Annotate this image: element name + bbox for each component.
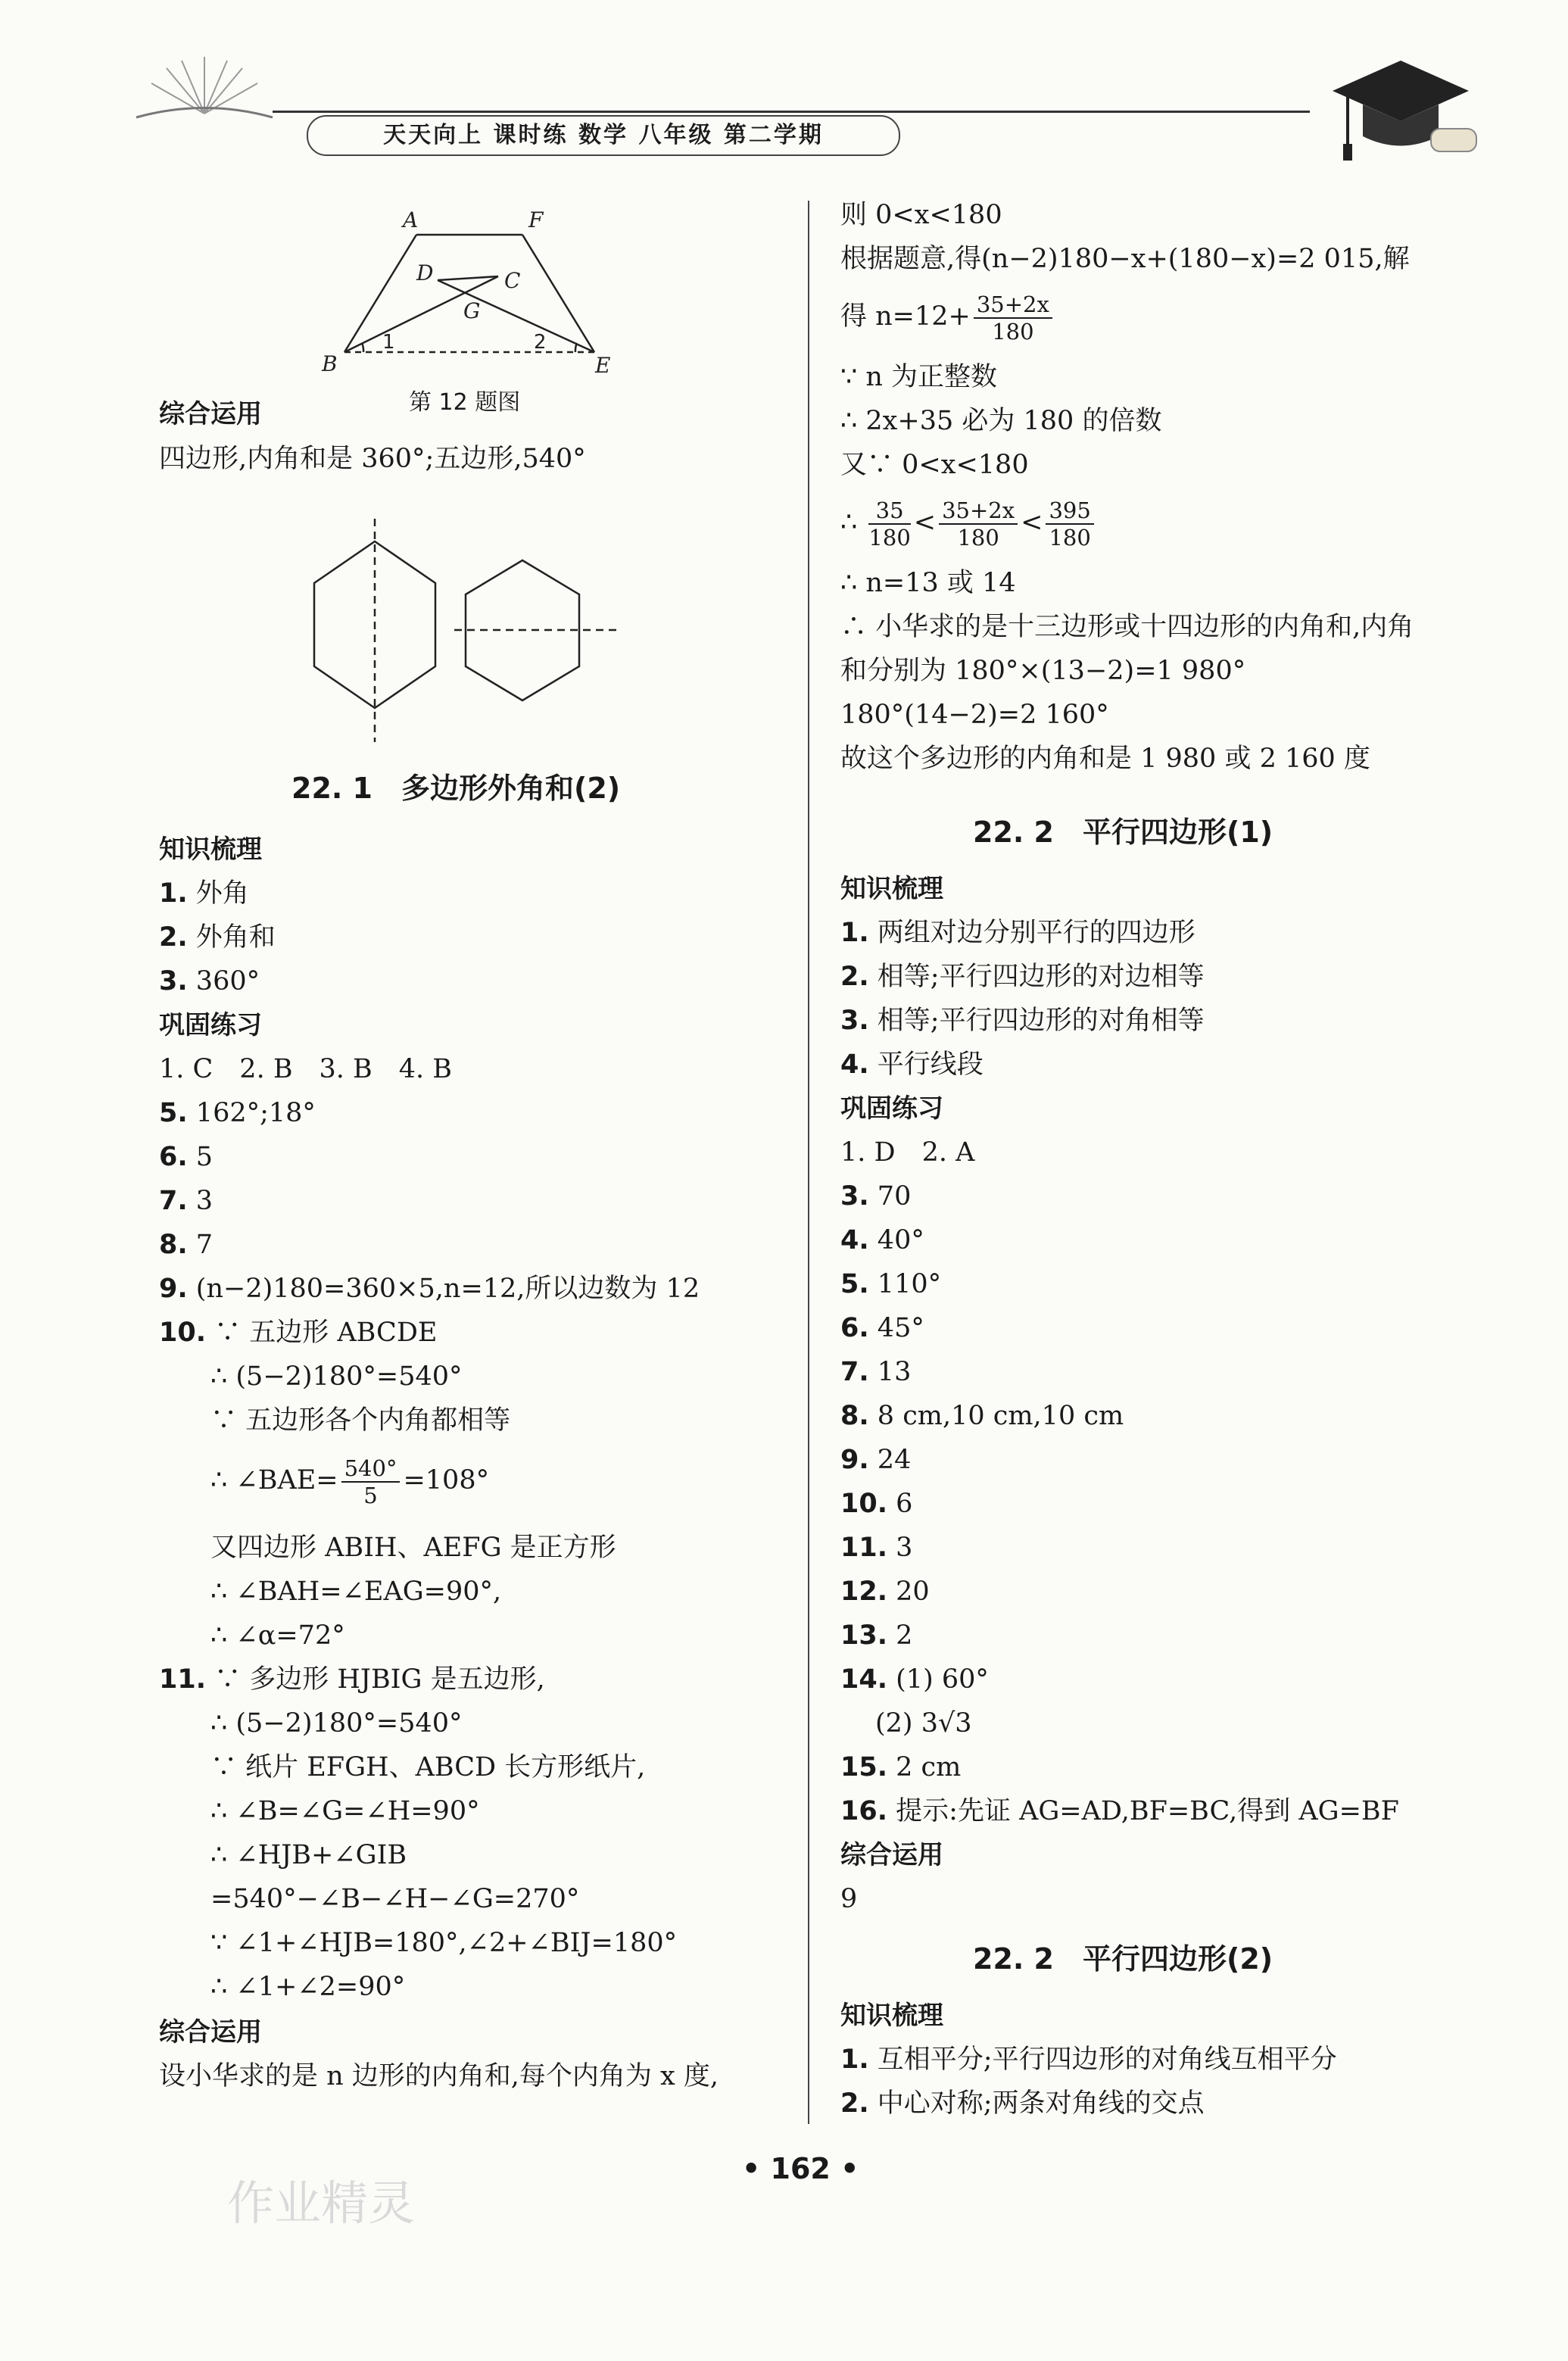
c1-item: 1. 互相平分;平行四边形的对角线互相平分 [840,2044,1337,2075]
g10-step-f: ∴ ∠BAH=∠EAG=90°, [210,1577,502,1607]
g5-item: 5. 162°;18° [159,1098,316,1128]
g11-step-b: ∴ (5−2)180°=540° [210,1708,463,1739]
figure-12-caption: 第 12 题图 [409,389,521,416]
r6-line: 又∵ 0<x<180 [840,450,1029,480]
b16-item: 16. 提示:先证 AG=AD,BF=BC,得到 AG=BF [840,1796,1399,1826]
fraction-540-5: $\frac{540^\circ}{5}$ [341,1455,401,1508]
zonghe-2-text: 设小华求的是 n 边形的内角和,每个内角为 x 度, [159,2061,719,2091]
heading-zonghe-3: 综合运用 [840,1840,943,1870]
g7-item: 7. 3 [159,1186,214,1216]
g11-step-c: ∵ 纸片 EFGH、ABCD 长方形纸片, [210,1752,646,1782]
b11-item: 11. 3 [840,1533,913,1563]
column-divider [808,201,809,2124]
b12-item: 12. 20 [840,1577,930,1607]
g10-step-g: ∴ ∠α=72° [210,1620,345,1651]
figure-12-diagram [303,204,621,379]
a4-item: 4. 平行线段 [840,1050,984,1080]
g1-4-items: 1. C 2. B 3. B 4. B [159,1054,453,1084]
r5-line: ∴ 2x+35 必为 180 的倍数 [840,406,1162,436]
b6-item: 6. 45° [840,1313,924,1343]
label-F: F [528,207,544,232]
zonghe-1-text: 四边形,内角和是 360°;五边形,540° [159,444,586,474]
r10-line: 和分别为 180°×(13−2)=1 980° [840,656,1246,686]
a2-item: 2. 相等;平行四边形的对边相等 [840,962,1205,992]
c2-item: 2. 中心对称;两条对角线的交点 [840,2088,1205,2119]
label-A: A [403,207,419,232]
section-title-22-1: 22. 1 多边形外角和(2) [291,772,621,805]
k3-item: 3. 360° [159,966,260,996]
r8-line: ∴ n=13 或 14 [840,568,1016,598]
graduation-cap-icon [1317,45,1484,167]
b13-item: 13. 2 [840,1620,913,1651]
r7-line: ∴ $\frac{35}{180}$ < $\frac{35+2x}{180}$ < $\frac{395}{180}$ [840,492,1097,553]
book-ornament-icon [121,53,288,121]
heading-zhishi-2: 知识梳理 [840,874,943,904]
label-E: E [595,353,611,378]
g11-step-d: ∴ ∠B=∠G=∠H=90° [210,1796,480,1826]
label-C: C [504,268,521,293]
g8-item: 8. 7 [159,1230,214,1260]
b8-item: 8. 8 cm,10 cm,10 cm [840,1401,1124,1431]
g11-step-e: ∴ ∠HJB+∠GIB [210,1840,407,1870]
heading-zonghe-1: 综合运用 [159,399,262,429]
a1-item: 1. 两组对边分别平行的四边形 [840,918,1195,948]
page-number: • 162 • [742,2152,859,2185]
heading-zonghe-2: 综合运用 [159,2017,262,2048]
r2-line: 根据题意,得(n−2)180−x+(180−x)=2 015,解 [840,244,1410,274]
fraction-35-2x-180-b: $\frac{35+2x}{180}$ [939,497,1018,550]
g10-step-c: ∵ 五边形各个内角都相等 [210,1405,511,1436]
b1-2-items: 1. D 2. A [840,1137,975,1168]
b4-item: 4. 40° [840,1225,924,1255]
g11-step-g: ∵ ∠1+∠HJB=180°,∠2+∠BIJ=180° [210,1928,678,1958]
label-B: B [322,351,338,376]
hexagon-symmetry-diagram [303,515,636,757]
g10-step-b: ∴ (5−2)180°=540° [210,1361,463,1392]
fraction-35-180: $\frac{35}{180}$ [868,497,911,550]
g11-item: 11. ∵ 多边形 HJBIG 是五边形, [159,1664,545,1695]
section-title-22-2-1: 22. 2 平行四边形(1) [973,816,1273,849]
heading-zhishi-3: 知识梳理 [840,2001,943,2031]
fraction-395-180: $\frac{395}{180}$ [1046,497,1093,550]
label-1: 1 [382,331,395,354]
zonghe-3-text: 9 [840,1884,858,1914]
b15-item: 15. 2 cm [840,1752,962,1782]
b5-item: 5. 110° [840,1269,942,1299]
b9-item: 9. 24 [840,1445,912,1475]
r1-line: 则 0<x<180 [840,200,1002,230]
r11-line: 180°(14−2)=2 160° [840,700,1109,730]
r4-line: ∵ n 为正整数 [840,362,998,392]
r3-line: 得 n=12+ $\frac{35+2x}{180}$ [840,286,1055,347]
section-title-22-2-2: 22. 2 平行四边形(2) [973,1942,1273,1976]
g10-step-e: 又四边形 ABIH、AEFG 是正方形 [210,1533,616,1563]
k1-item: 1. 外角 [159,878,249,909]
r12-line: 故这个多边形的内角和是 1 980 或 2 160 度 [840,744,1370,774]
watermark: 作业精灵 [227,2175,416,2231]
g9-item: 9. (n−2)180=360×5,n=12,所以边数为 12 [159,1274,700,1304]
label-D: D [416,260,434,285]
b10-item: 10. 6 [840,1489,913,1519]
g10-item: 10. ∵ 五边形 ABCDE [159,1318,438,1348]
header-rule [273,111,1310,113]
b7-item: 7. 13 [840,1357,912,1387]
b14-part-2: (2) 3√3 [875,1708,972,1739]
label-2: 2 [534,331,547,354]
fraction-35-2x-180: $\frac{35+2x}{180}$ [974,292,1052,345]
label-G: G [463,298,481,323]
b3-item: 3. 70 [840,1181,912,1212]
header-title: 天天向上 课时练 数学 八年级 第二学期 [307,115,900,156]
heading-gonggu-2: 巩固练习 [840,1093,943,1124]
heading-zhishi-1: 知识梳理 [159,834,262,865]
heading-gonggu-1: 巩固练习 [159,1010,262,1040]
b14-item: 14. (1) 60° [840,1664,989,1695]
g11-step-f: =540°−∠B−∠H−∠G=270° [210,1884,580,1914]
g6-item: 6. 5 [159,1142,214,1172]
a3-item: 3. 相等;平行四边形的对角相等 [840,1006,1205,1036]
g11-step-h: ∴ ∠1+∠2=90° [210,1972,406,2002]
g10-step-d: ∴ ∠BAE= $\frac{540^\circ}{5}$ =108° [210,1455,490,1508]
k2-item: 2. 外角和 [159,922,276,953]
r9-line: ∴ 小华求的是十三边形或十四边形的内角和,内角 [840,612,1414,642]
